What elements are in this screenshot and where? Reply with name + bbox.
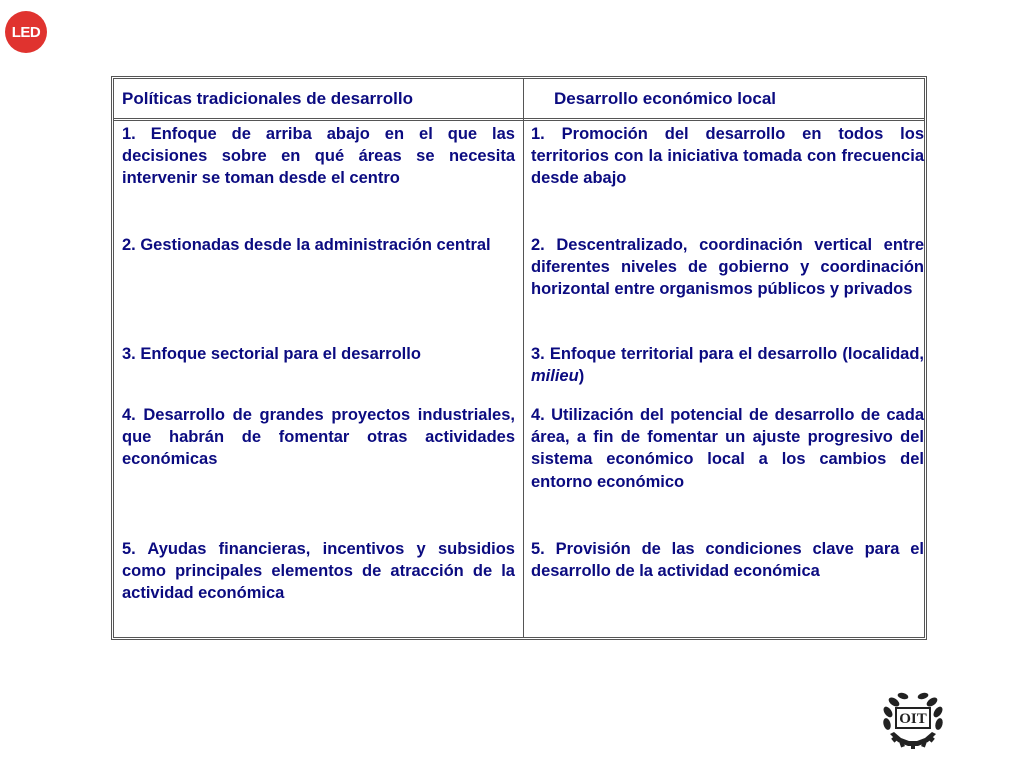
row-5-left: 5. Ayudas financieras, incentivos y subsidios como principales elementos de atracción de la actividad económica [122,540,515,603]
led-logo [5,11,47,53]
row-3-right-emphasis: milieu [531,367,579,386]
led-logo-text: LED [11,23,41,41]
row-2-left: 2. Gestionadas desde la administración central [122,236,491,254]
row-1-left: 1. Enfoque de arriba abajo en el que las decisiones sobre en qué áreas se necesita intervenir se toman desde el centro [122,125,515,188]
header-right: Desarrollo económico local [554,89,777,108]
column-divider [523,79,524,637]
row-4-left: 4. Desarrollo de grandes proyectos industriales, que habrán de fomentar otras actividades económicas [122,406,515,469]
row-3-left: 3. Enfoque sectorial para el desarrollo [122,345,421,363]
row-4-right: 4. Utilización del potencial de desarrollo de cada área, a fin de fomentar un ajuste progresivo del sistema económico local a los cambios del entorno económico [531,406,924,491]
row-5-right: 5. Provisión de las condiciones clave para el desarrollo de la actividad económica [531,540,924,581]
row-3-right [531,343,924,387]
oit-emblem-icon [878,690,948,750]
comparison-table [111,76,927,640]
header-divider [114,118,924,121]
row-2-right: 2. Descentralizado, coordinación vertical entre diferentes niveles de gobierno y coordinación horizontal entre organismos públicos y privados [531,236,924,299]
row-3-right-end: ) [578,367,585,386]
row-1-right: 1. Promoción del desarrollo en todos los territorios con la iniciativa tomada con frecuencia desde abajo [531,125,924,188]
header-left: Políticas tradicionales de desarrollo [122,89,413,108]
oit-emblem-text: OIT [899,711,927,727]
row-3-right-main: 3. Enfoque territorial para el desarrollo (localidad, [531,345,924,363]
